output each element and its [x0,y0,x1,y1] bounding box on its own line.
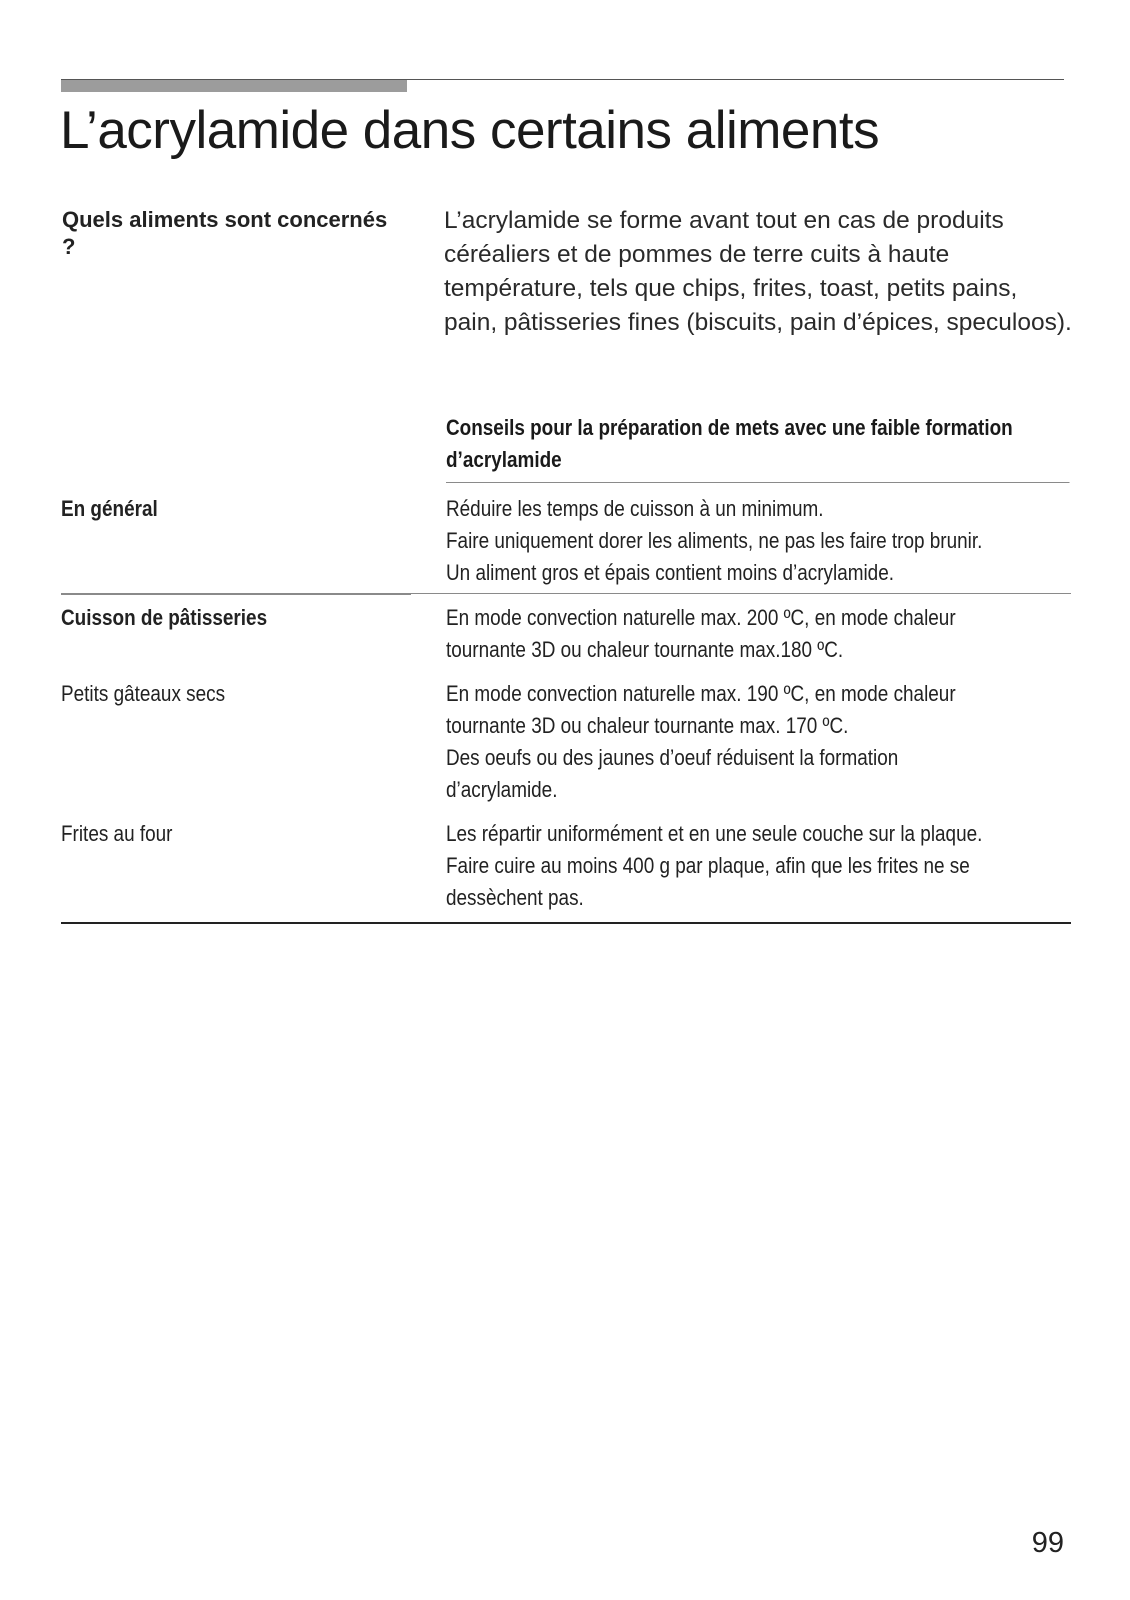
page-number: 99 [1031,1527,1064,1559]
intro-text: L’acrylamide se forme avant tout en cas de produits céréaliers et de pommes de terre cuits à haute température, tels que chips, frites, toast, petits pains, pain, pâtisseries fines (biscuits, pain d’épices, speculoos). [444,207,1072,336]
page-title: L’acrylamide dans certains aliments [60,101,880,160]
row-label-petits-gateaux: Petits gâteaux secs [61,681,226,706]
table-row-frites [61,806,1071,924]
row-text-petits-gateaux: En mode convection naturelle max. 190 ºC, en mode chaleur tournante 3D ou chaleur tournante max. 170 ºC. Des oeufs ou des jaunes d’oeuf réduisent la formation d’acrylamide. [446,681,956,802]
table-row-cuisson [61,594,1071,666]
row-label-frites: Frites au four [61,821,173,846]
advice-table-heading: Conseils pour la préparation de mets avec une faible formation d’acrylamide [446,412,1070,483]
row-text-frites: Les répartir uniformément et en une seule couche sur la plaque. Faire cuire au moins 400 g par plaque, afin que les frites ne se dessèchent pas. [446,821,983,910]
advice-table [61,412,1071,924]
intro-label: Quels aliments sont concernés ? [62,207,388,259]
row-text-cuisson: En mode convection naturelle max. 200 ºC, en mode chaleur tournante 3D ou chaleur tournante max.180 ºC. [446,605,956,662]
table-row-general [61,483,1071,594]
header-accent-bar [61,80,407,92]
row-text-general: Réduire les temps de cuisson à un minimum. Faire uniquement dorer les aliments, ne pas les faire trop brunir. Un aliment gros et épais contient moins d’acrylamide. [446,496,983,585]
row-label-cuisson: Cuisson de pâtisseries [61,605,268,630]
row-label-general: En général [61,496,158,521]
table-row-petits-gateaux [61,666,1071,806]
